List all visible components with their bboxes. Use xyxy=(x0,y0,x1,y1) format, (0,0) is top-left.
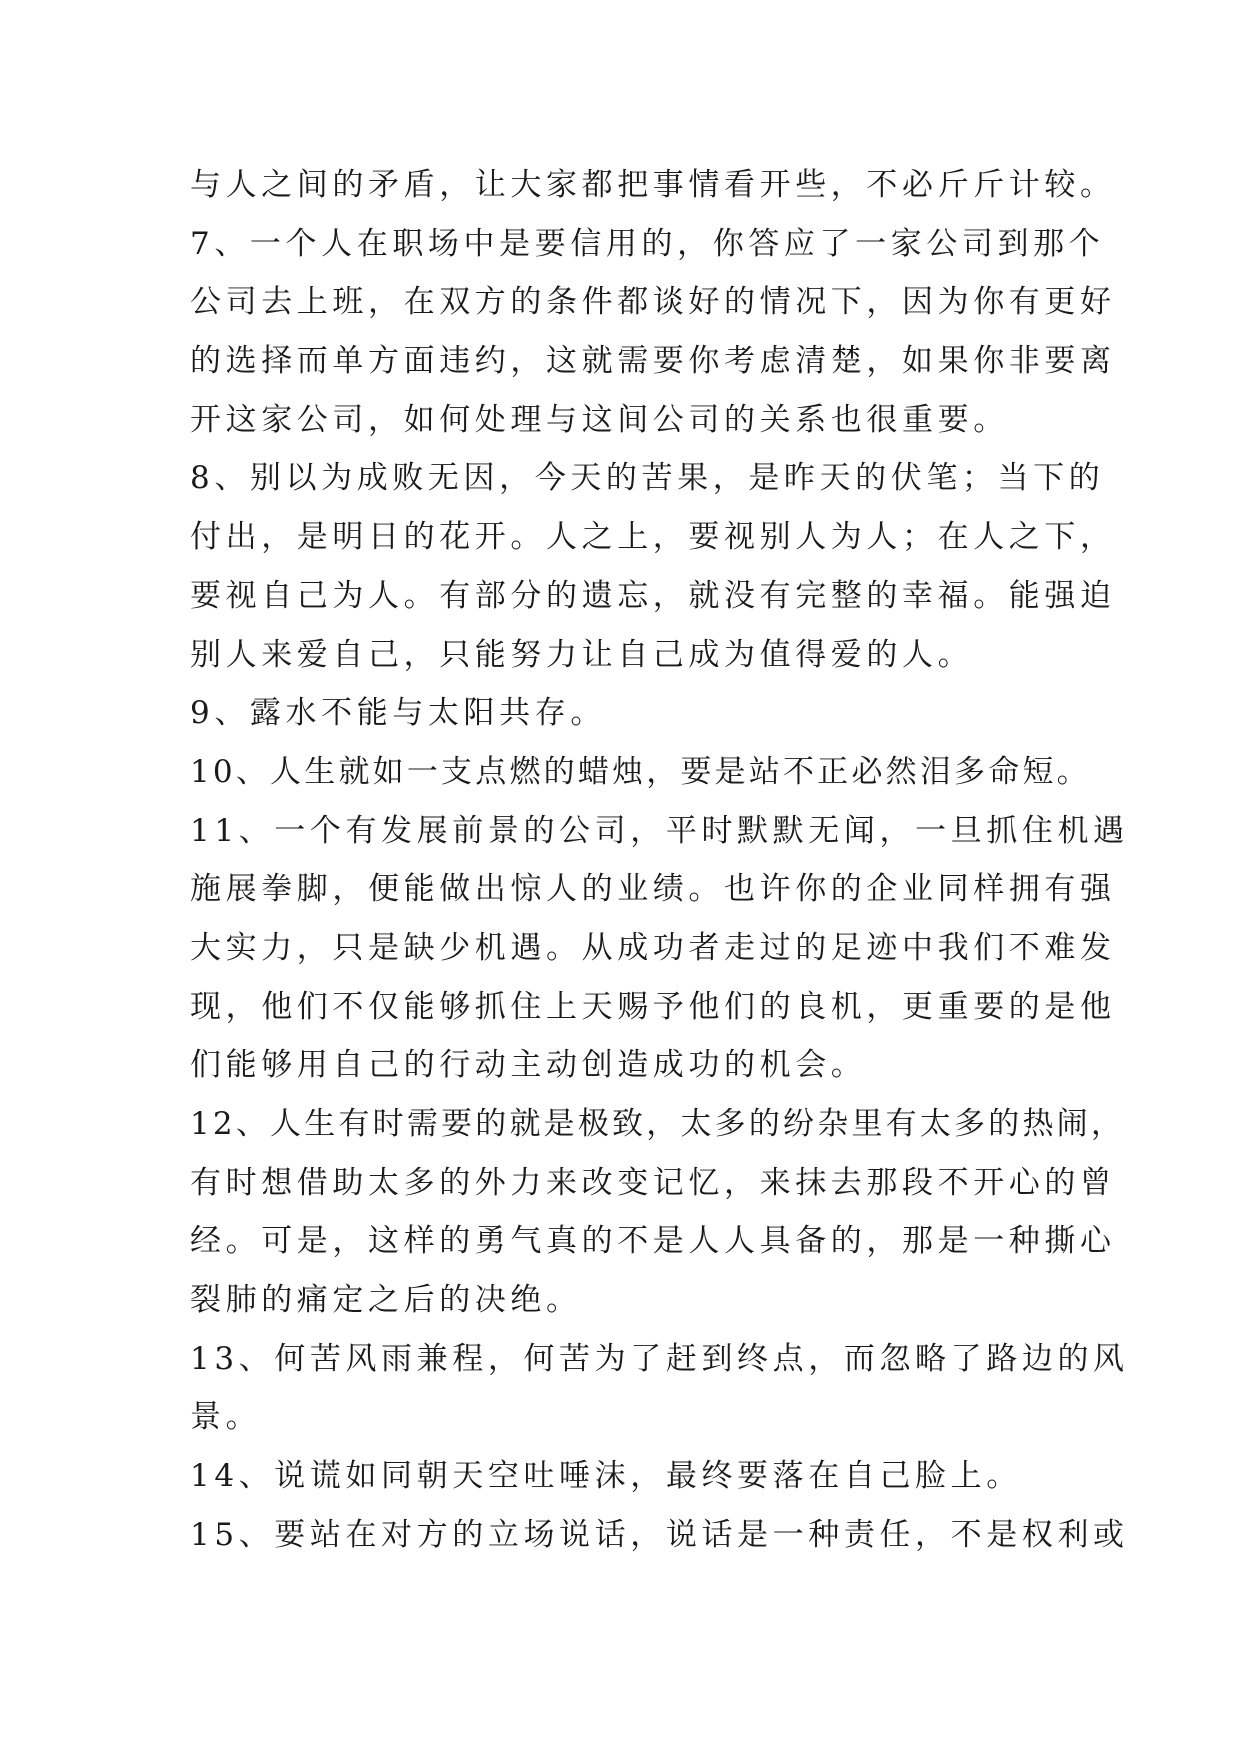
text-line: 付出，是明日的花开。人之上，要视别人为人；在人之下， xyxy=(190,519,1116,556)
text-line: 公司去上班，在双方的条件都谈好的情况下，因为你有更好 xyxy=(190,284,1116,321)
text-line: 的选择而单方面违约，这就需要你考虑清楚，如果你非要离 xyxy=(190,343,1116,380)
text-line: 14、说谎如同朝天空吐唾沫，最终要落在自己脸上。 xyxy=(190,1458,1022,1495)
text-line: 现，他们不仅能够抓住上天赐予他们的良机，更重要的是他 xyxy=(190,988,1116,1025)
body-text xyxy=(190,156,1129,1565)
text-line: 9、露水不能与太阳共存。 xyxy=(190,695,606,732)
text-line: 要视自己为人。有部分的遗忘，就没有完整的幸福。能强迫 xyxy=(190,577,1116,614)
text-line: 8、别以为成败无因，今天的苦果，是昨天的伏笔；当下的 xyxy=(190,460,1105,497)
text-line: 15、要站在对方的立场说话，说话是一种责任，不是权利或 xyxy=(190,1516,1129,1553)
text-line: 裂肺的痛定之后的决绝。 xyxy=(190,1282,582,1319)
text-line: 有时想借助太多的外力来改变记忆，来抹去那段不开心的曾 xyxy=(190,1164,1116,1201)
text-line: 们能够用自己的行动主动创造成功的机会。 xyxy=(190,1047,867,1084)
text-line: 7、一个人在职场中是要信用的，你答应了一家公司到那个 xyxy=(190,225,1105,262)
text-line: 别人来爱自己，只能努力让自己成为值得爱的人。 xyxy=(190,636,974,673)
text-line: 11、一个有发展前景的公司，平时默默无闻，一旦抓住机遇 xyxy=(190,812,1129,849)
text-line: 10、人生就如一支点燃的蜡烛，要是站不正必然泪多命短。 xyxy=(190,753,1091,790)
text-line: 12、人生有时需要的就是极致，太多的纷杂里有太多的热闹， xyxy=(190,1106,1126,1142)
text-line: 与人之间的矛盾，让大家都把事情看开些，不必斤斤计较。 xyxy=(190,167,1116,203)
text-line: 开这家公司，如何处理与这间公司的关系也很重要。 xyxy=(190,401,1009,438)
text-line: 13、何苦风雨兼程，何苦为了赶到终点，而忽略了路边的风 xyxy=(190,1340,1129,1377)
text-line: 经。可是，这样的勇气真的不是人人具备的，那是一种撕心 xyxy=(190,1223,1116,1260)
text-line: 景。 xyxy=(190,1399,262,1436)
text-line: 施展拳脚，便能做出惊人的业绩。也许你的企业同样拥有强 xyxy=(190,871,1116,908)
text-line: 大实力，只是缺少机遇。从成功者走过的足迹中我们不难发 xyxy=(190,929,1116,966)
